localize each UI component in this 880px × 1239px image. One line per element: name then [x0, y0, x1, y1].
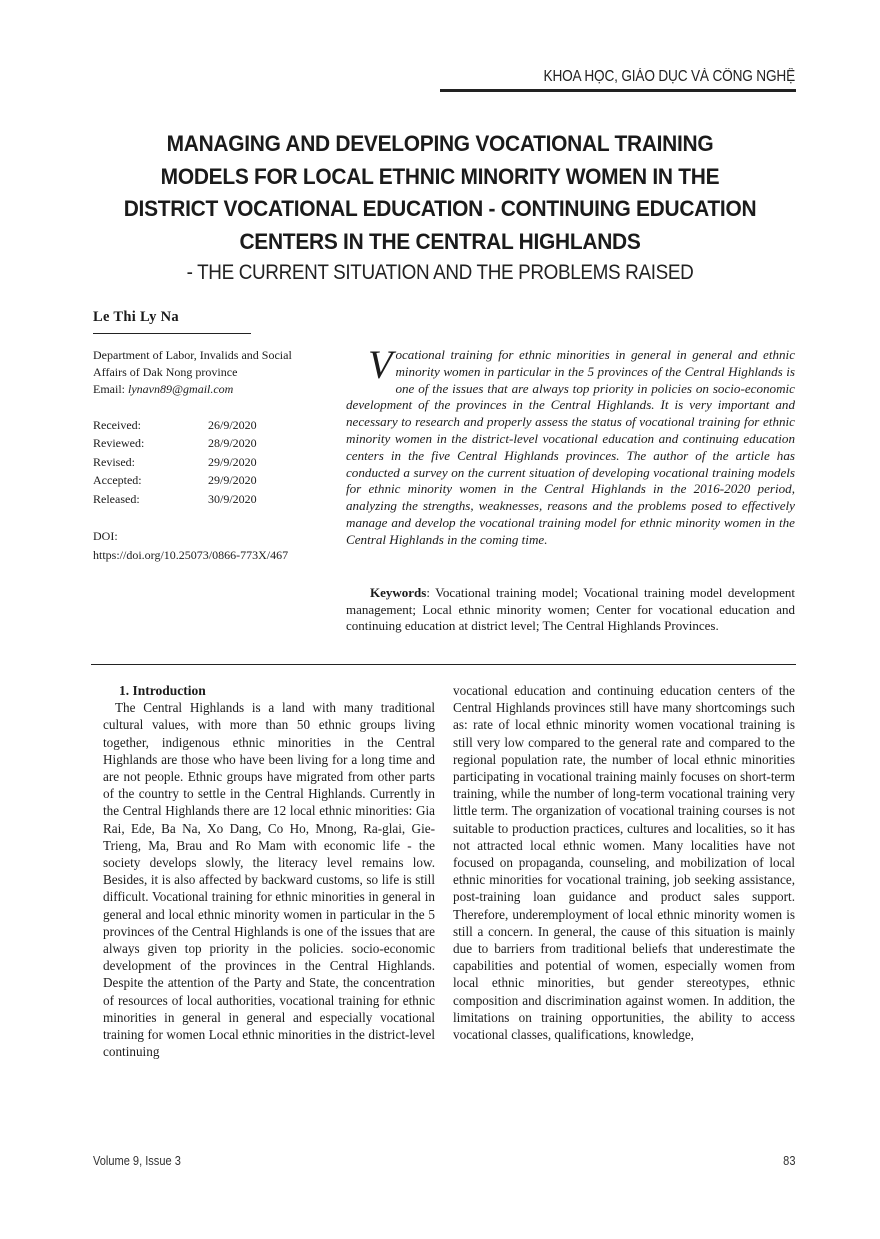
title-line: MANAGING AND DEVELOPING VOCATIONAL TRAINING: [166, 131, 714, 156]
keywords-text: : Vocational training model; Vocational training model development management; Local ethnic minority women; Center for vocational education and continuing education at district level; The Central Highlands Provinces.: [346, 585, 795, 634]
author-rule: [93, 333, 251, 334]
header-rule: [440, 89, 796, 92]
email-link[interactable]: lynavn89@gmail.com: [128, 382, 234, 396]
author-name: Le Thi Ly Na: [93, 309, 179, 325]
date-label: Accepted:: [93, 473, 142, 488]
abstract-text: ocational training for ethnic minorities in general in general and ethnic minority women in particular in the 5 provinces of the Central Highlands is one of the issues that are always top priority in policies on socio-economic development of the provinces in the Central Highlands. It is very important and necessary to research and properly assess the status of vocational training for ethnic minority women in the district-level vocational education and continuing education centers in the five Central Highlands provinces. The author of the article has conducted a survey on the current situation of developing vocational training models for ethnic minority women in the Central Highlands in the 2016-2020 period, analyzing the strengths, weaknesses, reasons and the problems posed to effectively manage and develop the vocational training model for ethnic minority women in the Central Highlands in the coming time.: [346, 347, 795, 547]
title-line: DISTRICT VOCATIONAL EDUCATION - CONTINUING EDUCATION: [123, 196, 757, 221]
affiliation-line: Department of Labor, Invalids and Social: [93, 348, 292, 362]
author-affiliation: [93, 347, 343, 398]
body-paragraph: The Central Highlands is a land with many traditional cultural values, with more than 50 ethnic groups living together, indigenous ethnic minorities in the Central Highlands are those who have been living for a long time and are not people. Ethnic groups have migrated from other parts of the country to settle in the Central Highlands. Currently in the Central Highlands there are 12 local ethnic minorities: Gia Rai, Ede, Ba Na, Xo Dang, Co Ho, Mnong, Ra-glai, Gie-Trieng, Ma, Brau and Ro Mam with economic life - the society develops slowly, the literacy level remains low. Besides, it is also affected by backward customs, so life is still difficult. Vocational training for ethnic minorities in general in general and local ethnic minority women in particular in the 5 provinces of the Central Highlands is one of the issues that are always given top priority in the policies. socio-economic development of the provinces in the Central Highlands. Despite the attention of the Party and State, the concentration of resources of local authorities, vocational training for ethnic minorities in general in general and especially vocational training for women Local ethnic minorities in the district-level continuing: [103, 700, 435, 1060]
article-subtitle: - THE CURRENT SITUATION AND THE PROBLEMS RAISED: [186, 261, 694, 284]
date-row: [93, 434, 257, 452]
date-value: 29/9/2020: [208, 454, 257, 469]
date-value: 29/9/2020: [208, 473, 257, 488]
date-row: [93, 416, 257, 434]
footer-volume: Volume 9, Issue 3: [93, 1153, 181, 1168]
doi-label: DOI:: [93, 529, 118, 543]
date-value: 26/9/2020: [208, 418, 257, 432]
date-value: 28/9/2020: [208, 436, 257, 451]
email-line: [93, 381, 343, 398]
email-label: Email:: [93, 382, 128, 396]
date-label: Reviewed:: [93, 436, 145, 451]
doi-link[interactable]: https://doi.org/10.25073/0866-773X/467: [93, 548, 289, 562]
body-column-left: [103, 682, 435, 1060]
article-title: [80, 128, 800, 288]
title-line: CENTERS IN THE CENTRAL HIGHLANDS: [239, 228, 641, 254]
article-dates: [93, 416, 257, 508]
footer-page-number: 83: [782, 1153, 795, 1168]
section-divider: [91, 664, 796, 665]
keywords: [346, 585, 795, 635]
date-label: Revised:: [93, 454, 135, 469]
doi-block: [93, 527, 288, 565]
date-row: [93, 471, 257, 489]
abstract: [346, 342, 795, 549]
abstract-dropcap: V: [368, 342, 393, 387]
date-row: [93, 490, 257, 508]
title-line: MODELS FOR LOCAL ETHNIC MINORITY WOMEN IN THE: [160, 163, 720, 189]
date-row: [93, 453, 257, 471]
date-value: 30/9/2020: [208, 491, 257, 506]
section-heading: 1. Introduction: [119, 683, 206, 698]
keywords-label: Keywords: [370, 585, 427, 600]
affiliation-line: Affairs of Dak Nong province: [93, 365, 238, 379]
body-paragraph: vocational education and continuing education centers of the Central Highlands provinces still have many shortcomings such as: rate of local ethnic minority women vocational training is still very low compared to the general rate and compared to the regional population rate, the number of local ethnic minorities participating in vocational training mainly focuses on short-term training, while the number of long-term vocational training very little term. The organization of vocational training courses is not suitable to production practices, cultures and localities, so it has not attracted local ethnic women. Many localities have not focused on propaganda, counseling, and mobilization of local ethnic minorities for vocational training, job seeking assistance, post-training loan guidance and product sales support. Therefore, underemployment of local ethnic minority women is still a concern. In general, the cause of this situation is mainly due to barriers from traditional beliefs that underestimate the capabilities and potential of women, especially women from local ethnic minorities, but gender stereotypes, ethnic composition and discrimination against women. In addition, the limitations on training opportunities, the ability to access vocational classes, qualifications, knowledge,: [453, 683, 795, 1043]
date-label: Received:: [93, 418, 141, 432]
date-label: Released:: [93, 491, 140, 506]
running-header: KHOA HỌC, GIÁO DỤC VÀ CÔNG NGHỆ: [543, 68, 795, 85]
body-column-right: [453, 682, 795, 1043]
